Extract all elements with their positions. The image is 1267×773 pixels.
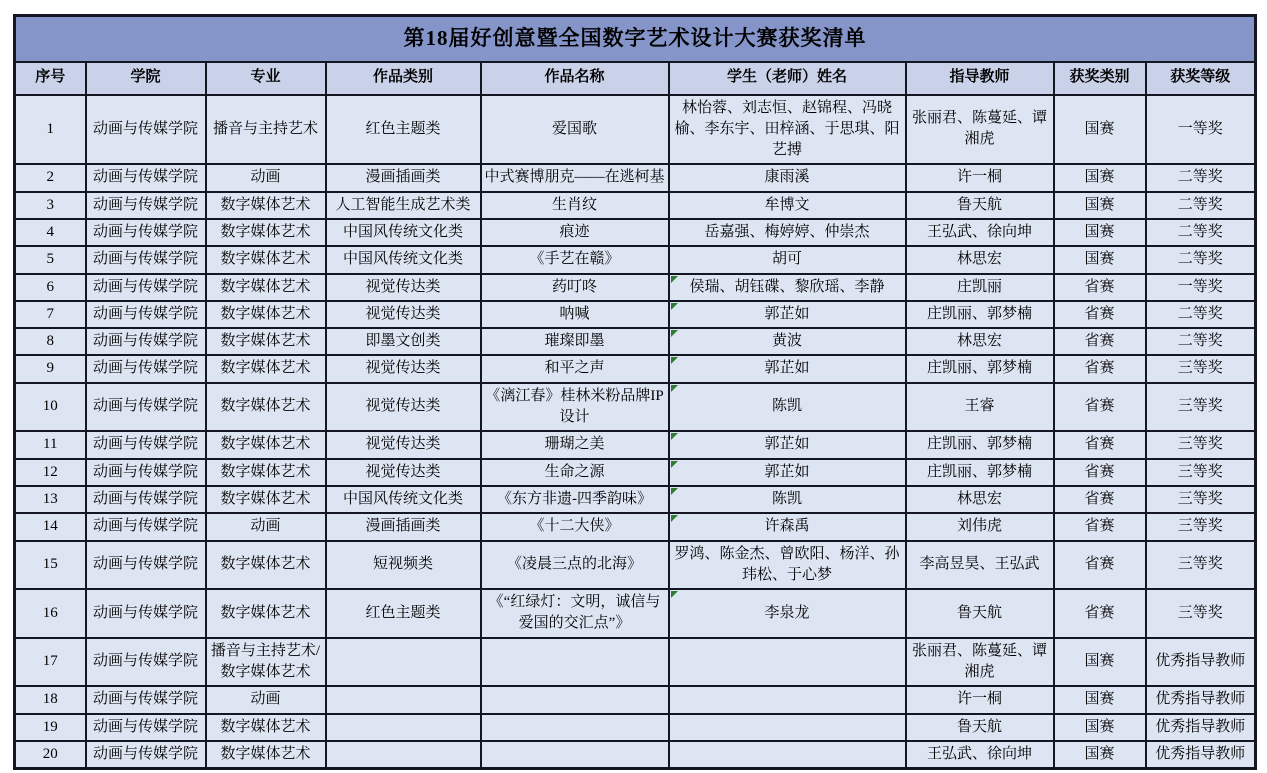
table-cell: 三等奖 [1146, 513, 1256, 540]
table-cell: 数字媒体艺术 [206, 246, 326, 273]
table-cell: 动画与传媒学院 [86, 714, 206, 741]
table-cell [326, 714, 481, 741]
table-cell: 一等奖 [1146, 274, 1256, 301]
table-cell: 省赛 [1054, 541, 1146, 590]
table-cell: 3 [15, 192, 86, 219]
table-cell: 视觉传达类 [326, 383, 481, 432]
table-cell: 数字媒体艺术 [206, 355, 326, 382]
column-header: 作品类别 [326, 62, 481, 95]
table-cell: 数字媒体艺术 [206, 192, 326, 219]
table-cell [669, 714, 906, 741]
excel-green-corner-icon [671, 515, 678, 522]
table-cell: 数字媒体艺术 [206, 541, 326, 590]
table-cell: 数字媒体艺术 [206, 383, 326, 432]
column-header: 作品名称 [481, 62, 669, 95]
table-cell: 2 [15, 164, 86, 191]
table-cell: 动画 [206, 513, 326, 540]
excel-green-corner-icon [671, 488, 678, 495]
table-cell: 张丽君、陈蔓延、谭湘虎 [906, 95, 1054, 165]
table-cell: 动画与传媒学院 [86, 219, 206, 246]
column-header: 序号 [15, 62, 86, 95]
table-cell: 14 [15, 513, 86, 540]
table-cell: 璀璨即墨 [481, 328, 669, 355]
table-cell: 动画与传媒学院 [86, 459, 206, 486]
table-row [15, 541, 1256, 590]
table-row [15, 459, 1256, 486]
table-row [15, 328, 1256, 355]
table-cell: 播音与主持艺术/数字媒体艺术 [206, 638, 326, 687]
table-cell: 郭芷如 [669, 459, 906, 486]
table-cell: 动画与传媒学院 [86, 513, 206, 540]
table-cell: 郭芷如 [669, 355, 906, 382]
table-cell: 动画 [206, 686, 326, 713]
table-cell: 数字媒体艺术 [206, 328, 326, 355]
table-cell: 陈凯 [669, 383, 906, 432]
table-cell: 省赛 [1054, 513, 1146, 540]
table-cell: 16 [15, 589, 86, 638]
table-row [15, 274, 1256, 301]
table-cell: 《漓江春》桂林米粉品牌IP设计 [481, 383, 669, 432]
table-cell: 爱国歌 [481, 95, 669, 165]
table-cell: 国赛 [1054, 638, 1146, 687]
table-cell: 18 [15, 686, 86, 713]
table-cell: 动画与传媒学院 [86, 431, 206, 458]
table-row [15, 589, 1256, 638]
table-cell: 省赛 [1054, 355, 1146, 382]
table-cell: 动画与传媒学院 [86, 686, 206, 713]
table-row [15, 192, 1256, 219]
table-cell [481, 741, 669, 769]
column-header: 获奖等级 [1146, 62, 1256, 95]
table-cell: 二等奖 [1146, 164, 1256, 191]
table-cell: 岳嘉强、梅婷婷、仲崇杰 [669, 219, 906, 246]
table-cell: 国赛 [1054, 741, 1146, 769]
table-cell: 《东方非遗-四季韵味》 [481, 486, 669, 513]
table-cell: 数字媒体艺术 [206, 589, 326, 638]
excel-green-corner-icon [671, 357, 678, 364]
table-cell: 动画与传媒学院 [86, 355, 206, 382]
table-cell: 数字媒体艺术 [206, 219, 326, 246]
table-row [15, 95, 1256, 165]
table-cell: 数字媒体艺术 [206, 274, 326, 301]
table-cell: 漫画插画类 [326, 513, 481, 540]
table-cell: 动画与传媒学院 [86, 383, 206, 432]
table-cell: 中式赛博朋克——在逃柯基 [481, 164, 669, 191]
table-cell [669, 638, 906, 687]
table-cell: 10 [15, 383, 86, 432]
table-cell: 三等奖 [1146, 541, 1256, 590]
table-cell: 胡可 [669, 246, 906, 273]
page-title: 第18届好创意暨全国数字艺术设计大赛获奖清单 [15, 16, 1256, 62]
table-cell: 郭芷如 [669, 431, 906, 458]
table-cell: 数字媒体艺术 [206, 459, 326, 486]
table-cell: 侯瑞、胡钰碟、黎欣瑶、李静 [669, 274, 906, 301]
table-cell: 省赛 [1054, 486, 1146, 513]
table-cell: 15 [15, 541, 86, 590]
table-cell: 动画与传媒学院 [86, 274, 206, 301]
table-cell: 一等奖 [1146, 95, 1256, 165]
table-cell: 国赛 [1054, 164, 1146, 191]
table-cell [326, 638, 481, 687]
table-cell: 国赛 [1054, 714, 1146, 741]
table-cell: 《手艺在赣》 [481, 246, 669, 273]
table-cell: 省赛 [1054, 301, 1146, 328]
table-cell: 省赛 [1054, 589, 1146, 638]
table-cell: 王睿 [906, 383, 1054, 432]
table-cell: 二等奖 [1146, 328, 1256, 355]
table-cell: 短视频类 [326, 541, 481, 590]
table-cell: 数字媒体艺术 [206, 714, 326, 741]
table-cell: 优秀指导教师 [1146, 638, 1256, 687]
table-cell: 国赛 [1054, 686, 1146, 713]
table-cell: 数字媒体艺术 [206, 431, 326, 458]
table-cell: 优秀指导教师 [1146, 686, 1256, 713]
table-cell: 《凌晨三点的北海》 [481, 541, 669, 590]
table-cell: 国赛 [1054, 246, 1146, 273]
table-cell: 许一桐 [906, 164, 1054, 191]
table-cell [326, 686, 481, 713]
table-cell: 鲁天航 [906, 589, 1054, 638]
table-cell: 8 [15, 328, 86, 355]
table-row [15, 686, 1256, 713]
table-cell: 二等奖 [1146, 301, 1256, 328]
table-cell: 即墨文创类 [326, 328, 481, 355]
table-row [15, 301, 1256, 328]
table-cell: 优秀指导教师 [1146, 741, 1256, 769]
table-cell: 省赛 [1054, 431, 1146, 458]
table-cell: 牟博文 [669, 192, 906, 219]
table-row [15, 486, 1256, 513]
table-body [15, 95, 1256, 769]
table-cell: 林思宏 [906, 246, 1054, 273]
table-cell [669, 686, 906, 713]
table-cell: 二等奖 [1146, 192, 1256, 219]
table-cell: 播音与主持艺术 [206, 95, 326, 165]
table-cell: 中国风传统文化类 [326, 246, 481, 273]
table-cell: 三等奖 [1146, 355, 1256, 382]
table-cell: 呐喊 [481, 301, 669, 328]
table-cell: 鲁天航 [906, 714, 1054, 741]
table-cell: 李高昱昊、王弘武 [906, 541, 1054, 590]
table-cell [326, 741, 481, 769]
table-cell: 漫画插画类 [326, 164, 481, 191]
table-cell: 生命之源 [481, 459, 669, 486]
table-cell: 生肖纹 [481, 192, 669, 219]
table-cell: 庄凯丽、郭梦楠 [906, 301, 1054, 328]
table-cell: 数字媒体艺术 [206, 486, 326, 513]
table-cell: 人工智能生成艺术类 [326, 192, 481, 219]
table-cell: 二等奖 [1146, 219, 1256, 246]
table-cell: 红色主题类 [326, 589, 481, 638]
table-cell: 动画与传媒学院 [86, 328, 206, 355]
table-row [15, 741, 1256, 769]
table-cell: 数字媒体艺术 [206, 301, 326, 328]
table-row [15, 431, 1256, 458]
table-cell: 《“红绿灯：文明，诚信与爱国的交汇点”》 [481, 589, 669, 638]
table-cell: 视觉传达类 [326, 459, 481, 486]
table-cell: 国赛 [1054, 95, 1146, 165]
table-row [15, 638, 1256, 687]
table-row [15, 219, 1256, 246]
table-cell: 11 [15, 431, 86, 458]
table-cell: 7 [15, 301, 86, 328]
column-header: 获奖类别 [1054, 62, 1146, 95]
header-row [15, 62, 1256, 95]
table-cell: 珊瑚之美 [481, 431, 669, 458]
table-cell: 视觉传达类 [326, 355, 481, 382]
excel-green-corner-icon [671, 591, 678, 598]
table-cell: 三等奖 [1146, 383, 1256, 432]
table-cell: 省赛 [1054, 383, 1146, 432]
excel-green-corner-icon [671, 276, 678, 283]
table-cell: 陈凯 [669, 486, 906, 513]
table-row [15, 714, 1256, 741]
table-cell: 动画与传媒学院 [86, 164, 206, 191]
table-cell: 和平之声 [481, 355, 669, 382]
excel-green-corner-icon [671, 330, 678, 337]
table-cell [481, 714, 669, 741]
table-cell: 郭芷如 [669, 301, 906, 328]
table-cell: 数字媒体艺术 [206, 741, 326, 769]
table-cell [669, 741, 906, 769]
table-cell: 6 [15, 274, 86, 301]
table-cell: 许森禹 [669, 513, 906, 540]
title-row [15, 16, 1256, 62]
table-cell: 动画与传媒学院 [86, 741, 206, 769]
table-cell [481, 686, 669, 713]
table-cell: 张丽君、陈蔓延、谭湘虎 [906, 638, 1054, 687]
table-cell: 许一桐 [906, 686, 1054, 713]
column-header: 指导教师 [906, 62, 1054, 95]
excel-green-corner-icon [671, 461, 678, 468]
table-cell: 痕迹 [481, 219, 669, 246]
table-cell: 动画与传媒学院 [86, 486, 206, 513]
table-cell [481, 638, 669, 687]
excel-green-corner-icon [671, 433, 678, 440]
table-cell: 王弘武、徐向坤 [906, 219, 1054, 246]
table-cell: 17 [15, 638, 86, 687]
table-cell: 林怡蓉、刘志恒、赵锦程、冯晓榆、李东宇、田梓涵、于思琪、阳艺搏 [669, 95, 906, 165]
table-cell: 刘伟虎 [906, 513, 1054, 540]
table-cell: 动画与传媒学院 [86, 246, 206, 273]
table-cell: 动画与传媒学院 [86, 589, 206, 638]
table-cell: 鲁天航 [906, 192, 1054, 219]
table-cell: 动画 [206, 164, 326, 191]
table-cell: 视觉传达类 [326, 431, 481, 458]
table-cell: 林思宏 [906, 486, 1054, 513]
column-header: 学生（老师）姓名 [669, 62, 906, 95]
table-row [15, 164, 1256, 191]
table-cell: 19 [15, 714, 86, 741]
table-cell: 动画与传媒学院 [86, 638, 206, 687]
table-row [15, 355, 1256, 382]
table-cell: 动画与传媒学院 [86, 301, 206, 328]
table-cell: 李泉龙 [669, 589, 906, 638]
table-cell: 庄凯丽、郭梦楠 [906, 355, 1054, 382]
table-cell: 5 [15, 246, 86, 273]
table-cell: 《十二大侠》 [481, 513, 669, 540]
table-cell: 康雨溪 [669, 164, 906, 191]
table-cell: 12 [15, 459, 86, 486]
table-cell: 黄波 [669, 328, 906, 355]
awards-table [13, 14, 1257, 770]
table-cell: 王弘武、徐向坤 [906, 741, 1054, 769]
table-cell: 药叮咚 [481, 274, 669, 301]
table-cell: 中国风传统文化类 [326, 486, 481, 513]
table-cell: 林思宏 [906, 328, 1054, 355]
table-cell: 国赛 [1054, 192, 1146, 219]
table-cell: 4 [15, 219, 86, 246]
table-cell: 三等奖 [1146, 589, 1256, 638]
table-cell: 1 [15, 95, 86, 165]
table-cell: 三等奖 [1146, 431, 1256, 458]
excel-green-corner-icon [671, 303, 678, 310]
table-cell: 视觉传达类 [326, 301, 481, 328]
table-cell: 13 [15, 486, 86, 513]
table-row [15, 246, 1256, 273]
table-cell: 动画与传媒学院 [86, 95, 206, 165]
table-cell: 庄凯丽 [906, 274, 1054, 301]
table-cell: 9 [15, 355, 86, 382]
table-cell: 优秀指导教师 [1146, 714, 1256, 741]
table-cell: 20 [15, 741, 86, 769]
table-cell: 庄凯丽、郭梦楠 [906, 459, 1054, 486]
table-row [15, 513, 1256, 540]
table-cell: 动画与传媒学院 [86, 192, 206, 219]
column-header: 学院 [86, 62, 206, 95]
table-cell: 中国风传统文化类 [326, 219, 481, 246]
table-cell: 罗鸿、陈金杰、曾欧阳、杨洋、孙玮松、于心梦 [669, 541, 906, 590]
table-cell: 红色主题类 [326, 95, 481, 165]
table-row [15, 383, 1256, 432]
table-cell: 动画与传媒学院 [86, 541, 206, 590]
table-cell: 二等奖 [1146, 246, 1256, 273]
column-header: 专业 [206, 62, 326, 95]
table-cell: 省赛 [1054, 274, 1146, 301]
table-cell: 庄凯丽、郭梦楠 [906, 431, 1054, 458]
table-cell: 省赛 [1054, 459, 1146, 486]
table-cell: 三等奖 [1146, 459, 1256, 486]
table-cell: 视觉传达类 [326, 274, 481, 301]
table-cell: 省赛 [1054, 328, 1146, 355]
excel-green-corner-icon [671, 385, 678, 392]
table-cell: 国赛 [1054, 219, 1146, 246]
table-cell: 三等奖 [1146, 486, 1256, 513]
